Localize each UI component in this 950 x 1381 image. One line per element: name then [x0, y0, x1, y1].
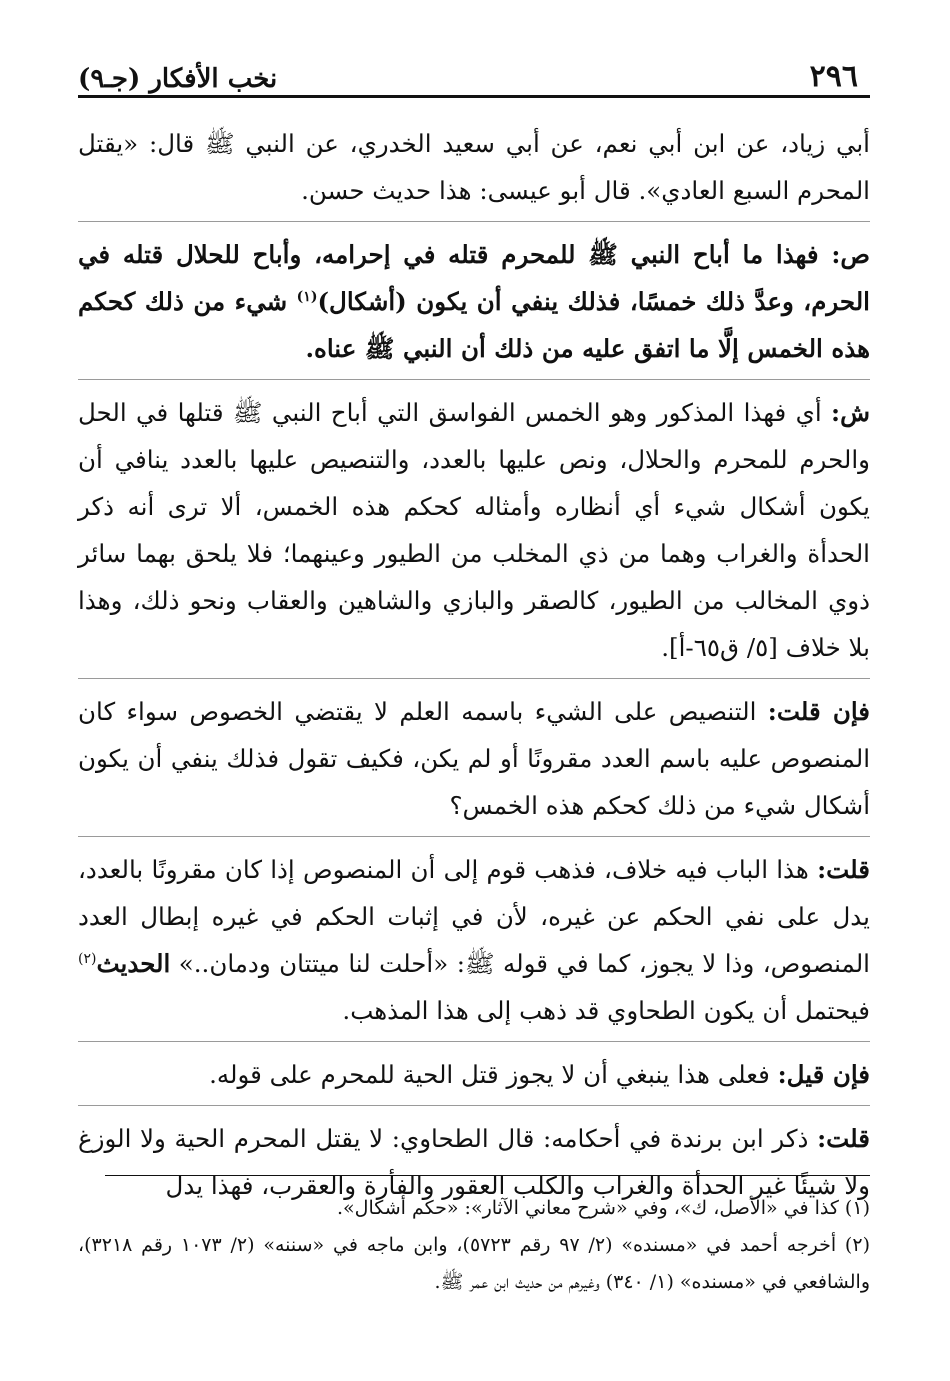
paragraph-separator: [78, 1041, 870, 1042]
objection-text: فعلى هذا ينبغي أن لا يجوز قتل الحية للمحرم على قوله.: [209, 1060, 778, 1089]
matn-marker: ص:: [831, 240, 870, 269]
paragraph-separator: [78, 836, 870, 837]
answer-text-cont: فيحتمل أن يكون الطحاوي قد ذهب إلى هذا المذهب.: [342, 996, 870, 1025]
footnotes: [78, 1190, 870, 1301]
running-title: نخب الأفكار (جـ٩): [78, 64, 278, 94]
paragraph-separator: [78, 678, 870, 679]
question-marker: فإن قلت:: [767, 697, 871, 726]
matn-text: فهذا ما أباح النبي ﷺ للمحرم قتله في إحرامه، وأباح للحلال قتله في الحرم، وعدَّ ذلك خمسًا، فذلك ينفي أن يكون (أشكال): [78, 240, 870, 316]
paragraph-objection: [78, 1051, 870, 1098]
paragraph-hadith-end: [78, 120, 870, 214]
paragraph-text: أبي زياد، عن ابن أبي نعم، عن أبي سعيد الخدري، عن النبي ﷺ قال: «يقتل المحرم السبع العادي». قال أبو عيسى: هذا حديث حسن.: [78, 129, 870, 205]
header-rule: [78, 95, 870, 98]
paragraph-separator: [78, 1105, 870, 1106]
sharh-text: أي فهذا المذكور وهو الخمس الفواسق التي أباح النبي ﷺ قتلها في الحل والحرم للمحرم والحلال، ونص عليها بالعدد، والتنصيص عليها بالعدد ينافي أن يكون أشكال شيء أي أنظاره وأمثاله كحكم هذه الخمس، ألا ترى أنه ذكر الحدأة والغراب وهما من ذي المخلب من الطيور وعينهما؛ فلا يلحق بهما سائر ذوي المخالب من الطيور، كالصقر والبازي والشاهين والعقاب ونحو ذلك، وهذا بلا خلاف [٥/ ق٦٥-أ].: [78, 398, 870, 662]
footnote-ref-2: (٢): [78, 950, 97, 967]
footnote-2: (٢) أخرجه أحمد في «مسنده» (٢/ ٩٧ رقم ٥٧٢٣)، وابن ماجه في «سننه» (٢/ ١٠٧٣ رقم ٣٢١٨)، والشافعي في «مسنده» (١/ ٣٤٠) وغيرهم من حديث ابن عمر ﷺ.: [78, 1234, 870, 1293]
paragraph-sharh: [78, 389, 870, 671]
answer-text: هذا الباب فيه خلاف، فذهب قوم إلى أن المنصوص إذا كان مقرونًا بالعدد، يدل على نفي الحكم عن غيره، لأن في إثبات الحكم في غيره إبطال العدد المنصوص، وذا لا يجوز، كما في قوله ﷺ: «أحلت لنا ميتتان ودمان..»: [78, 855, 870, 978]
footnote-1: (١) كذا في «الأصل، ك»، وفي «شرح معاني الآثار»: «حكم أشكال».: [337, 1197, 870, 1219]
paragraph-separator: [78, 221, 870, 222]
reply-marker: قلت:: [817, 1124, 870, 1153]
paragraph-question: [78, 688, 870, 829]
hadith-word: الحديث: [96, 949, 171, 978]
page-number: ٢٩٦: [809, 59, 858, 94]
objection-marker: فإن قيل:: [777, 1060, 870, 1089]
paragraph-matn: [78, 231, 870, 372]
paragraph-answer: [78, 846, 870, 1034]
page-header: [78, 48, 858, 92]
main-text: [78, 120, 870, 1209]
question-text: التنصيص على الشيء باسمه العلم لا يقتضي الخصوص سواء كان المنصوص عليه باسم العدد مقرونًا أو لم يكن، فكيف تقول فذلك ينفي أن يكون أشكال شيء من ذلك كحكم هذه الخمس؟: [78, 697, 870, 820]
paragraph-separator: [78, 379, 870, 380]
sharh-marker: ش:: [831, 398, 870, 427]
footnote-rule: [105, 1175, 870, 1176]
answer-marker: قلت:: [817, 855, 870, 884]
footnote-ref-1: (١): [296, 288, 318, 305]
matn-text-cont: شيء من ذلك كحكم هذه الخمس إلَّا ما اتفق عليه من ذلك أن النبي ﷺ عناه.: [78, 287, 870, 363]
reply-text: ذكر ابن برندة في أحكامه: قال الطحاوي: لا يقتل المحرم الحية ولا الوزغ ولا شيئًا غير الحدأة والغراب والكلب العقور والفأرة والعقرب، فهذا يدل: [78, 1124, 870, 1200]
